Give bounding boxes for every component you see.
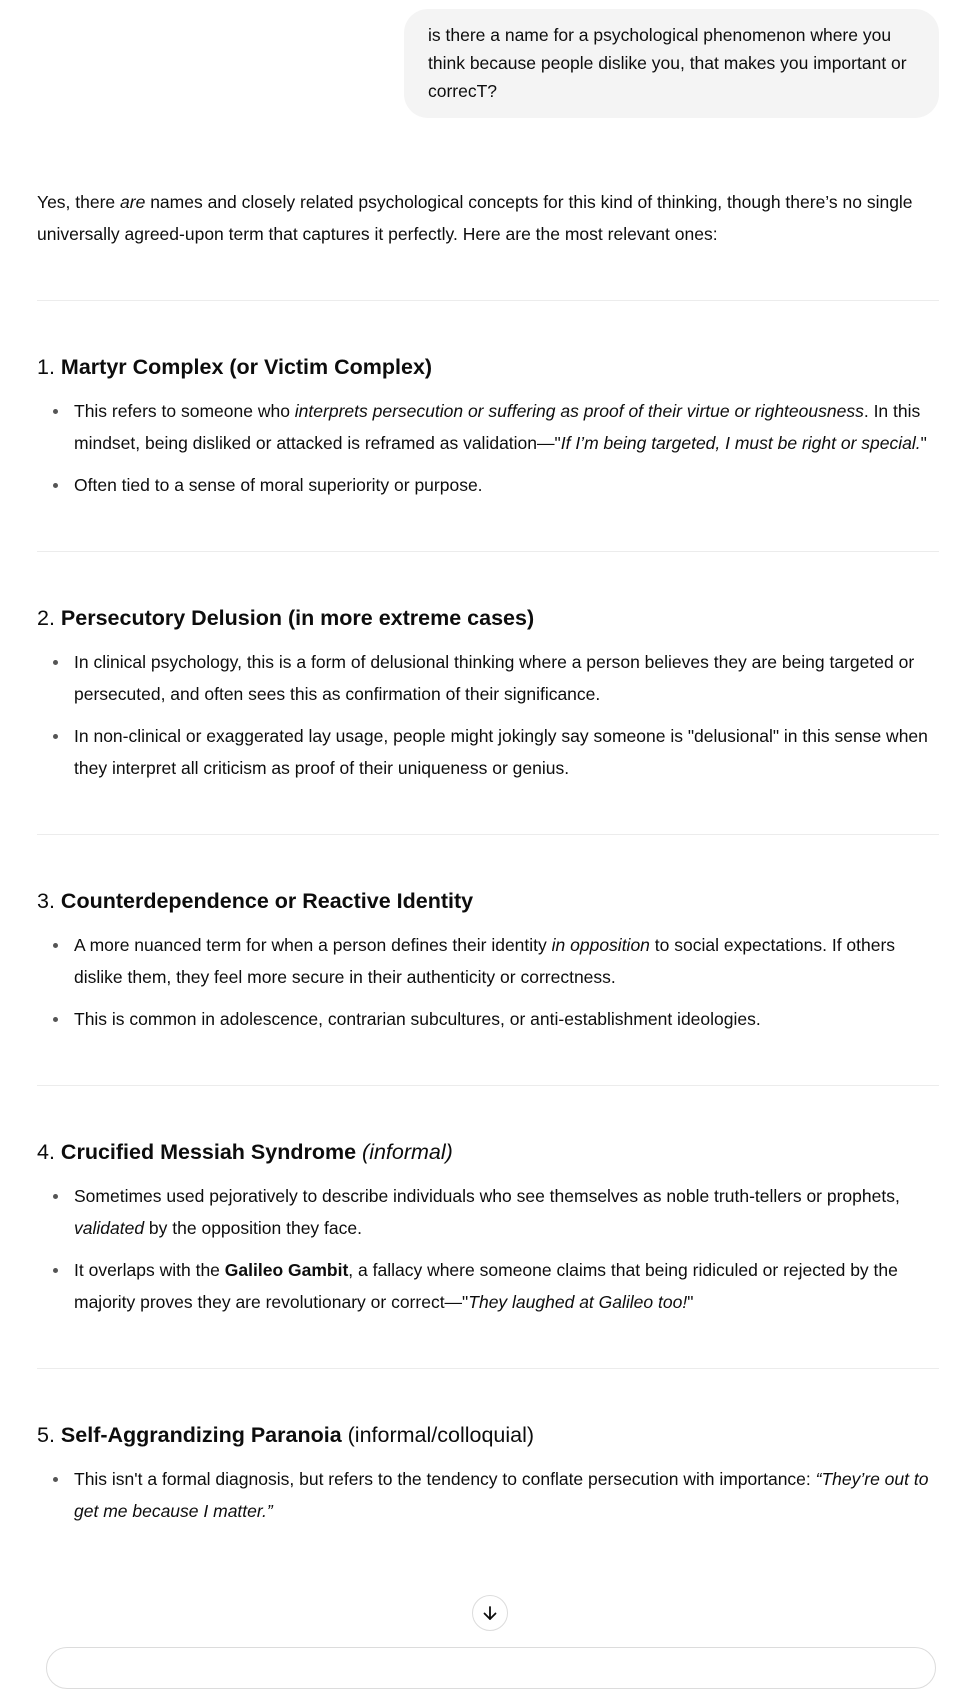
section-heading (37, 602, 939, 634)
section-number: 4. (37, 1140, 55, 1164)
user-message-row (404, 9, 939, 118)
assistant-response (37, 186, 939, 1537)
bullet-list (37, 1463, 939, 1527)
section-heading (37, 1136, 939, 1168)
text: to social expectations. If others dislike them, they feel more secure in their authenticity or correctness. (74, 935, 896, 987)
section-martyr-complex (37, 351, 939, 501)
text: by the opposition they face. (144, 1218, 362, 1238)
section-title: Martyr Complex (or Victim Complex) (60, 355, 433, 379)
user-message-bubble: is there a name for a psychological phenomenon where you think because people dislike you, that makes you important or correcT? (404, 9, 939, 118)
list-item (74, 929, 939, 993)
text: " (687, 1292, 694, 1312)
emphasis: validated (74, 1218, 145, 1238)
section-number: 2. (37, 606, 55, 630)
scroll-to-bottom-button[interactable] (472, 1595, 508, 1631)
section-divider (37, 834, 939, 835)
message-composer[interactable] (46, 1647, 936, 1689)
section-heading (37, 885, 939, 917)
list-item (74, 469, 939, 501)
list-item (74, 646, 939, 710)
emphasis: in opposition (551, 935, 650, 955)
emphasis: “They’re out to get me because I matter.” (74, 1469, 929, 1521)
list-item (74, 1180, 939, 1244)
list-item (74, 1254, 939, 1318)
emphasis: They laughed at Galileo too! (468, 1292, 688, 1312)
section-divider (37, 1085, 939, 1086)
bullet-list (37, 646, 939, 784)
section-divider (37, 551, 939, 552)
section-crucified-messiah (37, 1136, 939, 1318)
text: In clinical psychology, this is a form of delusional thinking where a person believes they are being targeted or persecuted, and often sees this as confirmation of their significance. (74, 652, 915, 704)
section-title: Self-Aggrandizing Paranoia (60, 1423, 342, 1447)
emphasis: interprets persecution or suffering as proof of their virtue or righteousness (294, 401, 864, 421)
text: In non-clinical or exaggerated lay usage, people might jokingly say someone is "delusional" in this sense when they interpret all criticism as proof of their uniqueness or genius. (74, 726, 928, 778)
section-counterdependence (37, 885, 939, 1035)
section-title: Persecutory Delusion (in more extreme cases) (60, 606, 535, 630)
section-heading (37, 351, 939, 383)
section-number: 5. (37, 1423, 55, 1447)
bullet-list (37, 1180, 939, 1318)
arrow-down-icon (481, 1604, 499, 1622)
text: Sometimes used pejoratively to describe individuals who see themselves as noble truth-tellers or prophets, (74, 1186, 900, 1206)
intro-emphasis: are (120, 192, 146, 212)
section-title: Crucified Messiah Syndrome (60, 1140, 357, 1164)
section-self-aggrandizing-paranoia (37, 1419, 939, 1527)
section-number: 1. (37, 355, 55, 379)
section-title: Counterdependence or Reactive Identity (60, 889, 474, 913)
text: This isn't a formal diagnosis, but refers to the tendency to conflate persecution with importance: (74, 1469, 816, 1489)
bold-term: Galileo Gambit (224, 1260, 349, 1280)
emphasis: If I’m being targeted, I must be right or special. (560, 433, 921, 453)
list-item (74, 1463, 939, 1527)
text: A more nuanced term for when a person defines their identity (74, 935, 552, 955)
list-item (74, 720, 939, 784)
bullet-list (37, 395, 939, 501)
response-intro (37, 186, 939, 250)
text: , a fallacy where someone claims that being ridiculed or rejected by the majority proves they are revolutionary or correct—" (74, 1260, 898, 1312)
section-number: 3. (37, 889, 55, 913)
intro-text: Yes, there (37, 192, 121, 212)
section-divider (37, 300, 939, 301)
section-divider (37, 1368, 939, 1369)
list-item (74, 395, 939, 459)
section-heading (37, 1419, 939, 1451)
bullet-list (37, 929, 939, 1035)
section-persecutory-delusion (37, 602, 939, 784)
text: It overlaps with the (74, 1260, 225, 1280)
text: This is common in adolescence, contrarian subcultures, or anti-establishment ideologies. (74, 1009, 761, 1029)
section-title-suffix: (informal/colloquial) (347, 1423, 535, 1447)
text: Often tied to a sense of moral superiority or purpose. (74, 475, 483, 495)
list-item (74, 1003, 939, 1035)
text: This refers to someone who (74, 401, 295, 421)
section-title-suffix: (informal) (362, 1140, 453, 1164)
text: . In this mindset, being disliked or attacked is reframed as validation—" (74, 401, 921, 453)
intro-text: names and closely related psychological concepts for this kind of thinking, though there’s no single universally agreed-upon term that captures it perfectly. Here are the most relevant ones: (37, 192, 913, 244)
text: " (920, 433, 927, 453)
